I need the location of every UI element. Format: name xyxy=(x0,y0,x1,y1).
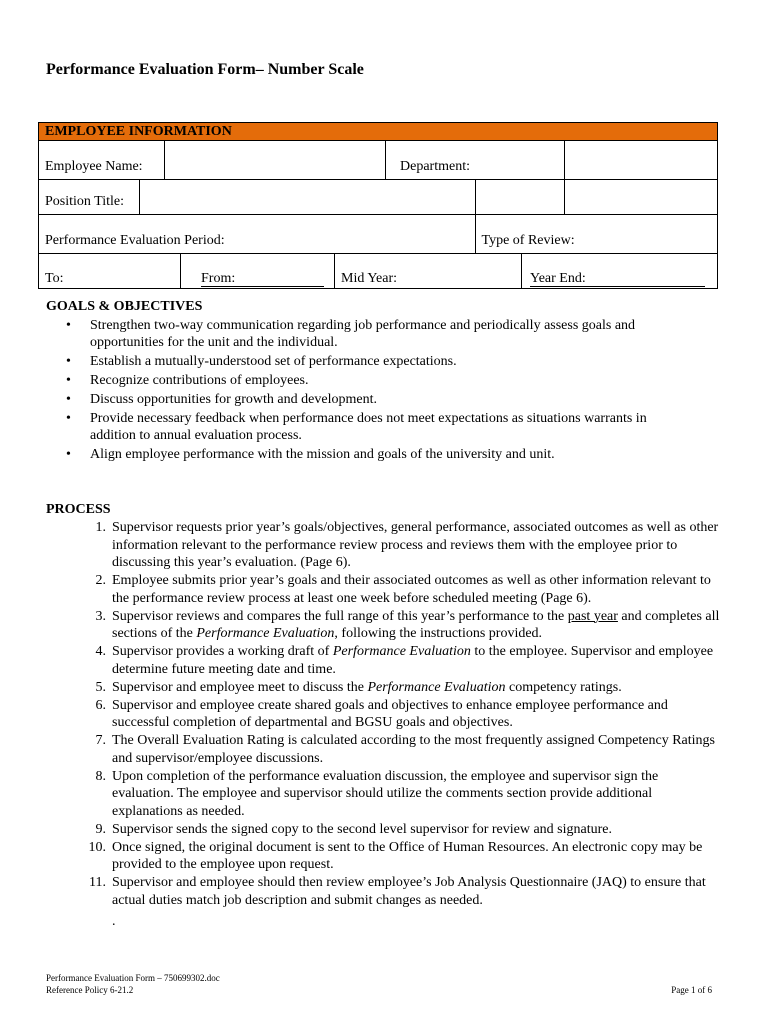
evaluation-period-label: Performance Evaluation Period: xyxy=(39,215,476,254)
list-item: 10. Once signed, the original document is sent to the Office of Human Resources. An electronic copy may be provided to the employee upon request. xyxy=(88,839,703,872)
footer-left xyxy=(46,972,220,996)
employee-information-table xyxy=(38,122,718,289)
position-title-cell[interactable] xyxy=(39,180,476,215)
from-cell[interactable] xyxy=(181,254,335,288)
process-heading: PROCESS xyxy=(46,502,111,517)
from-label: From: xyxy=(201,271,324,287)
employee-name-label: Employee Name: xyxy=(39,141,165,180)
list-item: 5. Supervisor and employee meet to discuss the Performance Evaluation competency ratings. xyxy=(95,679,622,695)
list-item: 1. Supervisor requests prior year’s goals/objectives, general performance, associated outcomes as well as other information relevant to the performance review process and reviews them with the employee prior to discussing this year’s evaluation. (Page 6). xyxy=(95,520,719,570)
goals-list xyxy=(46,317,696,465)
department-label: Department: xyxy=(386,141,565,180)
list-item: 4. Supervisor provides a working draft of Performance Evaluation to the employee. Supervisor and employee determine future meeting date and time. xyxy=(95,644,714,677)
year-end-label: Year End: xyxy=(530,271,705,287)
year-end-cell[interactable] xyxy=(522,254,717,288)
list-item: • Establish a mutually-understood set of performance expectations. xyxy=(66,354,457,369)
type-of-review-label: Type of Review: xyxy=(475,215,718,254)
bullet-icon: • xyxy=(66,447,71,462)
list-item: 6. Supervisor and employee create shared goals and objectives to enhance employee performance and successful completion of departmental and BGSU goals and objectives. xyxy=(95,697,668,730)
bullet-icon: • xyxy=(66,373,71,388)
list-item: 8. Upon completion of the performance evaluation discussion, the employee and supervisor sign the evaluation. The employee and supervisor should utilize the comments section provide additional explanations as needed. xyxy=(95,768,659,819)
review-dates-row xyxy=(39,254,718,289)
bullet-icon: • xyxy=(66,354,71,369)
goals-heading: GOALS & OBJECTIVES xyxy=(46,299,203,314)
position-extra-field-1[interactable] xyxy=(475,180,565,215)
list-item: 9. Supervisor sends the signed copy to the second level supervisor for review and signature. xyxy=(95,821,612,837)
list-item: • Provide necessary feedback when performance does not meet expectations as situations warrants in addition to annual evaluation process. xyxy=(66,411,647,443)
position-title-label: Position Title: xyxy=(39,180,140,214)
mid-year-cell[interactable] xyxy=(335,254,522,288)
trailing-mark: . xyxy=(112,914,116,929)
to-cell[interactable] xyxy=(39,254,181,288)
list-item: • Strengthen two-way communication regarding job performance and periodically assess goals and opportunities for the unit and the individual. xyxy=(66,318,636,350)
list-item: • Discuss opportunities for growth and development. xyxy=(66,392,377,407)
process-list xyxy=(46,519,722,910)
to-label: To: xyxy=(45,271,64,286)
bullet-icon: • xyxy=(66,411,71,426)
department-field[interactable] xyxy=(565,141,718,180)
list-item: 2. Employee submits prior year’s goals and their associated outcomes as well as other information relevant to the performance review process at least one week before scheduled meeting (Page 6). xyxy=(95,573,711,606)
footer-page-number: Page 1 of 6 xyxy=(671,985,712,995)
list-item: • Align employee performance with the mission and goals of the university and unit. xyxy=(66,447,555,462)
list-item: 3. Supervisor reviews and compares the full range of this year’s performance to the past year and completes all sections of the Performance Evaluation, following the instructions provided. xyxy=(95,608,720,641)
bullet-icon: • xyxy=(66,392,71,407)
employee-information-header: EMPLOYEE INFORMATION xyxy=(39,123,718,141)
bullet-icon: • xyxy=(66,318,71,333)
list-item: 11. Supervisor and employee should then review employee’s Job Analysis Questionnaire (JAQ) to ensure that actual duties match job description and submit changes as needed. xyxy=(89,875,706,908)
footer-filename: Performance Evaluation Form – 750699302.doc xyxy=(46,973,220,983)
list-item: • Recognize contributions of employees. xyxy=(66,373,309,388)
position-extra-field-2[interactable] xyxy=(565,180,718,215)
employee-name-field[interactable] xyxy=(165,141,386,180)
page-title: Performance Evaluation Form– Number Scale xyxy=(46,61,364,78)
list-item: 7. The Overall Evaluation Rating is calculated according to the most frequently assigned Competency Ratings and supervisor/employee discussions. xyxy=(95,733,715,766)
footer-policy: Reference Policy 6-21.2 xyxy=(46,985,134,995)
mid-year-label: Mid Year: xyxy=(341,271,398,286)
